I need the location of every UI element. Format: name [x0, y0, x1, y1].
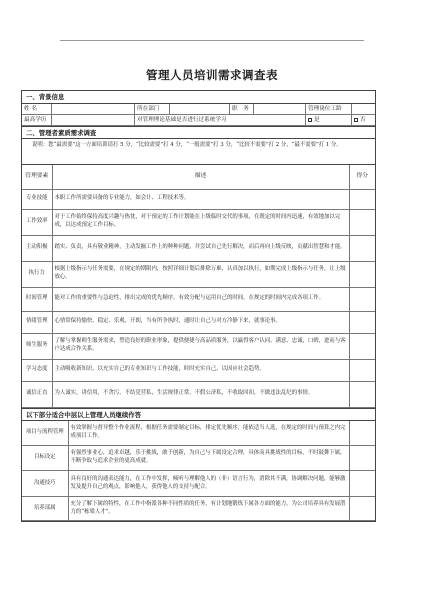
col-desc-header: 描述 [52, 165, 349, 189]
section-senior-heading: 以下部分适合中层以上管理人员继续作答 [22, 408, 375, 421]
theory-study-question: 对管理理论基础是否进行过系统学习 [135, 115, 306, 125]
header-rule [60, 40, 364, 41]
table-row [22, 333, 375, 359]
senior-table [22, 421, 375, 522]
info-row-1 [22, 104, 375, 115]
score-field[interactable] [349, 421, 375, 446]
item-desc: 踏实、负责，具有敬业精神，主动发掘工作上的种种问题，并尝试自己先行解决，而后再向上级反映，贡献出智慧和才能。 [52, 235, 349, 261]
table-row [22, 381, 375, 407]
no-checkbox[interactable] [354, 118, 358, 122]
item-desc: 了解与掌握师生服务需求，塑造良好的职业形象，提供便捷与高品质服务，以赢得客户认同、满意、忠诚，口碑，进而与客户达成合作关系。 [52, 333, 349, 359]
table-row [22, 209, 375, 235]
section-background-heading: 一、背景信息 [22, 91, 375, 104]
item-desc: 对于工作始终保持高度兴趣与热忱，对于预定的工作计划能在上级临时交代的事项，在既定的时间内迅速，有效地加以完成，以达成预定工作目标。 [52, 209, 349, 235]
score-field[interactable] [349, 333, 375, 359]
position-label: 职 务 [230, 104, 254, 114]
table-row [22, 287, 375, 311]
item-desc: 具有良好的沟通表达能力，在工作中发挥，倾听与理解他人的（非）语言行为，消除其不满，协调解决问题，能够激发及提升自己的观点，影响他人，获得他人的支持与配合。 [68, 471, 349, 497]
item-desc: 为人诚实，讲信用，不贪污，不结党营私，生活规律正常，不假公济私，不收取回扣，不做违法乱纪的事情。 [52, 381, 349, 407]
table-row [22, 471, 375, 497]
score-field[interactable] [349, 381, 375, 407]
dept-label: 所在部门 [135, 104, 170, 114]
item-desc: 有强烈事业心，追求卓越，乐于挑战，敢于创新，为自己与下属设定合理，具体而具挑战性的目标，不时鼓舞下属，不断争取与追求企业的更高成就。 [68, 446, 349, 471]
survey-form [21, 90, 376, 522]
item-name: 情绪管理 [22, 311, 52, 333]
item-name: 学习态度 [22, 359, 52, 381]
table-row [22, 235, 375, 261]
education-label: 最高学历 [22, 115, 52, 125]
item-desc: 心情常保持愉快、稳定、乐观、开朗，当有所争执时，通时让自己与对方冷静下来，就事论事。 [52, 311, 349, 333]
item-name: 培养部属 [22, 497, 68, 521]
yes-option[interactable] [306, 115, 352, 125]
score-field[interactable] [349, 287, 375, 311]
position-field[interactable] [254, 104, 306, 114]
score-field[interactable] [349, 209, 375, 235]
tenure-field[interactable] [352, 104, 375, 114]
info-row-2 [22, 115, 375, 126]
table-row [22, 446, 375, 471]
item-name: 项目与流程管理 [22, 421, 68, 446]
quality-table [22, 165, 375, 408]
col-item-header: 管理要素 [22, 165, 52, 189]
table-row [22, 261, 375, 287]
no-option[interactable] [352, 115, 375, 125]
table-row [22, 421, 375, 446]
item-desc: 根据上级指示与任务需要，在规定的期限内，按照详细计划后排除万难，认真加以执行，如期完成上级指示与任务，让上级放心。 [52, 261, 349, 287]
section-quality-heading: 二、管理者素质需求调查 [22, 126, 375, 139]
item-name: 目标设定 [22, 446, 68, 471]
no-label: 否 [360, 117, 366, 123]
table-row [22, 497, 375, 521]
table-row [22, 189, 375, 209]
score-field[interactable] [349, 471, 375, 497]
score-field[interactable] [349, 189, 375, 209]
item-desc: 有效掌握与督导整个作业流程，根据任务需要制定目标，排定优先顺序，能依适当人选，在规定的时间与预算之内完成项目工作。 [68, 421, 349, 446]
tenure-label: 管理岗位工龄 [306, 104, 352, 114]
item-name: 工作效率 [22, 209, 52, 235]
name-field[interactable] [52, 104, 135, 114]
item-name: 师生服务 [22, 333, 52, 359]
item-name: 诚信正直 [22, 381, 52, 407]
score-field[interactable] [349, 446, 375, 471]
score-field[interactable] [349, 359, 375, 381]
scoring-note: 说明：您“最需要”这一方面培训请打 5 分，“比较需要”打 4 分，“一般需要”打 3 分，“比较不需要”打 2 分，“最不需要”打 1 分。 [22, 139, 375, 165]
item-desc: 主动吸收新知识，以充实自己的专业知识与工作技能，时时充实自己，以因应社会趋势。 [52, 359, 349, 381]
table-row [22, 311, 375, 333]
item-name: 主动积极 [22, 235, 52, 261]
col-score-header: 得分 [349, 165, 375, 189]
score-field[interactable] [349, 261, 375, 287]
item-desc: 能对工作的重要性与急迫性，排出完成的优先顺序，有效分配与运用自己的时间，在规定的时间内完成各项工作。 [52, 287, 349, 311]
education-field[interactable] [52, 115, 135, 125]
table-row [22, 359, 375, 381]
yes-checkbox[interactable] [308, 118, 312, 122]
item-name: 专业技能 [22, 189, 52, 209]
name-label: 姓 名 [22, 104, 52, 114]
item-name: 时间管理 [22, 287, 52, 311]
item-name: 执行力 [22, 261, 52, 287]
item-name: 沟通技巧 [22, 471, 68, 497]
item-desc: 充分了解下属的特性，在工作中指派各种不同性质的任务，有计划地锻炼下属各方面的能力，为公司培养具有发展潜力的“栋梁人才”。 [68, 497, 349, 521]
score-field[interactable] [349, 235, 375, 261]
score-field[interactable] [349, 497, 375, 521]
score-field[interactable] [349, 311, 375, 333]
dept-field[interactable] [170, 104, 230, 114]
quality-table-header [22, 165, 375, 189]
item-desc: 本职工作所需要具备的专业能力，如会计、工程技术等。 [52, 189, 349, 209]
yes-label: 是 [314, 117, 320, 123]
page-title: 管理人员培训需求调查表 [146, 68, 278, 82]
